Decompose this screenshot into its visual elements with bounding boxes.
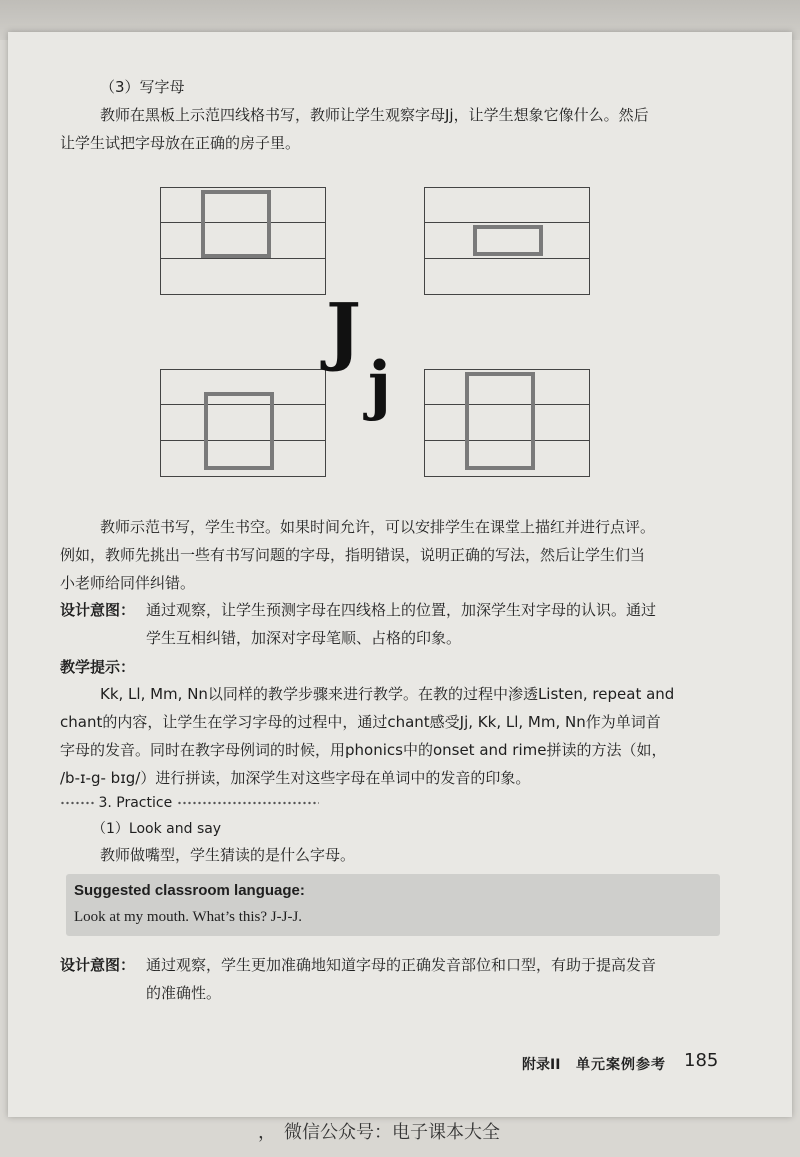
design-intent-2-line-1: 通过观察，学生更加准确地知道字母的正确发音部位和口型，有助于提高发音 bbox=[146, 956, 657, 974]
letter-house-box bbox=[473, 225, 543, 256]
classroom-language-text: Look at my mouth. What’s this? J-J-J. bbox=[74, 909, 303, 925]
teaching-tips-label: 教学提示： bbox=[60, 658, 136, 676]
footer-title: 单元案例参考 bbox=[576, 1057, 666, 1073]
para1-line-2: 例如，教师先挑出一些有书写问题的字母，指明错误，说明正确的写法，然后让学生们当 bbox=[60, 546, 646, 564]
caption-dot: ， bbox=[258, 1122, 276, 1143]
dotted-rule-left bbox=[60, 800, 94, 806]
design-intent-2-line-2: 的准确性。 bbox=[146, 984, 222, 1002]
practice-line: 教师做嘴型，学生猜读的是什么字母。 bbox=[100, 846, 356, 864]
practice-sub-heading: （1）Look and say bbox=[92, 821, 222, 837]
design-intent-label: 设计意图： bbox=[60, 601, 136, 619]
design-intent-line-2: 学生互相纠错，加深对字母笔顺、占格的印象。 bbox=[146, 629, 462, 647]
intro-line-2: 让学生试把字母放在正确的房子里。 bbox=[60, 134, 301, 152]
intro-line-1: 教师在黑板上示范四线格书写，教师让学生观察字母Jj，让学生想象它像什么。然后 bbox=[100, 106, 649, 124]
letter-house-box bbox=[465, 372, 535, 470]
letter-house-box bbox=[201, 190, 271, 258]
tips-line-1: Kk, Ll, Mm, Nn以同样的教学步骤来进行教学。在教的过程中渗透Listen, repeat and bbox=[100, 685, 675, 703]
four-line-grid-top-left bbox=[160, 187, 326, 295]
textbook-page bbox=[8, 32, 792, 1117]
four-line-grid-bottom-left bbox=[160, 369, 326, 477]
para1-line-1: 教师示范书写，学生书空。如果时间允许，可以安排学生在课堂上描红并进行点评。 bbox=[100, 518, 656, 536]
tips-line-3: 字母的发音。同时在教字母例词的时候，用phonics中的onset and rime拼读的方法（如， bbox=[60, 741, 667, 759]
page-number: 185 bbox=[684, 1050, 719, 1071]
four-line-grid-bottom-right bbox=[424, 369, 590, 477]
letter-house-box bbox=[204, 392, 274, 470]
tips-line-4: /b-ɪ-g- bɪg/）进行拼读，加深学生对这些字母在单词中的发音的印象。 bbox=[60, 769, 531, 787]
design-intent-line-1: 通过观察，让学生预测字母在四线格上的位置，加深学生对字母的认识。通过 bbox=[146, 601, 657, 619]
letter-uppercase-j: J bbox=[326, 288, 362, 374]
practice-heading bbox=[60, 792, 319, 814]
dotted-rule-right bbox=[177, 800, 319, 806]
four-line-grid-top-right bbox=[424, 187, 590, 295]
section-heading: （3）写字母 bbox=[100, 78, 185, 96]
design-intent-2-label: 设计意图： bbox=[60, 956, 136, 974]
wechat-caption: 微信公众号：电子课本大全 bbox=[284, 1122, 500, 1143]
classroom-language-title: Suggested classroom language: bbox=[74, 882, 305, 899]
footer-appendix: 附录II bbox=[522, 1057, 561, 1073]
classroom-language-box bbox=[66, 874, 720, 936]
tips-line-2: chant的内容，让学生在学习字母的过程中，通过chant感受Jj, Kk, Ll, Mm, Nn作为单词首 bbox=[60, 713, 661, 731]
practice-heading-text: 3. Practice bbox=[98, 795, 173, 811]
para1-line-3: 小老师给同伴纠错。 bbox=[60, 574, 196, 592]
letter-lowercase-j: j bbox=[368, 348, 392, 423]
